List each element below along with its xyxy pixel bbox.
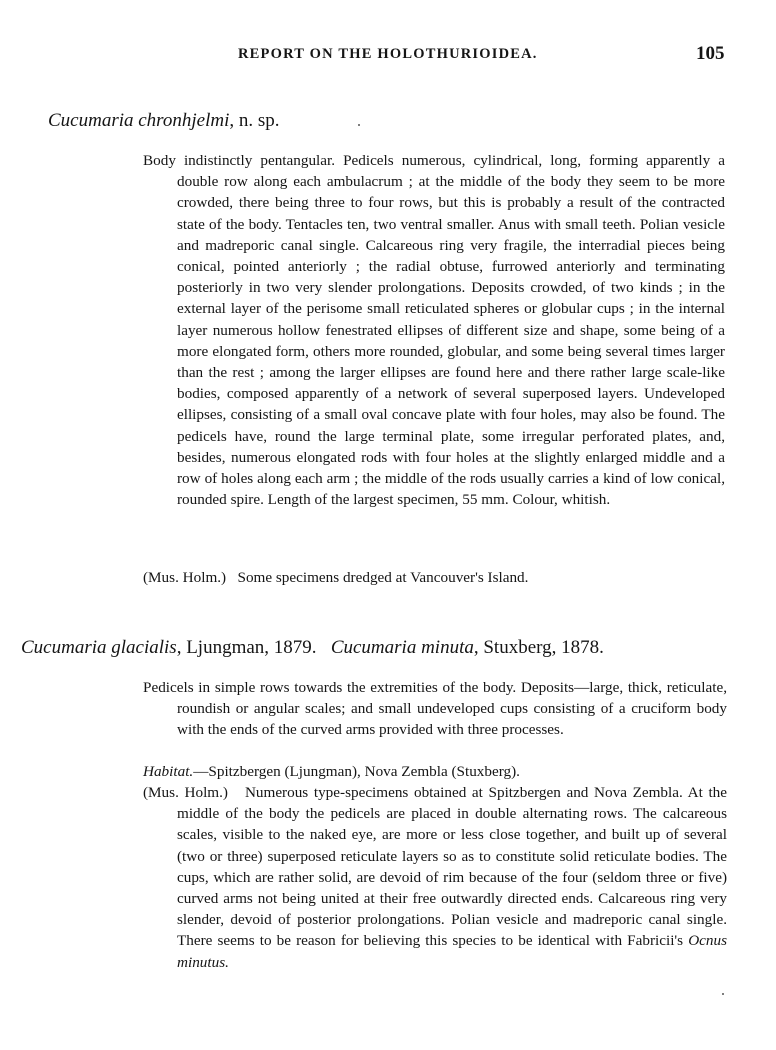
species-authority: , Ljungman, 1879. xyxy=(176,637,317,658)
species-heading-chronhjelmi xyxy=(48,110,280,132)
museum-note-glacialis xyxy=(143,782,727,973)
species-description-glacialis: Pedicels in simple rows towards the extremities of the body. Deposits—large, thick, reticulate, roundish or angular scales; and small undeveloped cups consisting of a cruciform body with the ends of the curved arms provided with three processes. xyxy=(143,679,727,739)
species-name: Cucumaria glacialis xyxy=(21,637,177,658)
museum-label: (Mus. Holm.) xyxy=(143,569,227,586)
running-title: REPORT ON THE HOLOTHURIOIDEA. xyxy=(238,46,538,62)
species-description-chronhjelmi: Body indistinctly pentangular. Pedicels numerous, cylindrical, long, forming apparently a double row along each ambulacrum ; at the middle of the body they seem to be more crowded, there being three to four rows, but this is probably a result of the contracted state of the body. Tentacles ten, two ventral smaller. Anus with small teeth. Polian vesicle and madreporic canal single. Calcareous ring very fragile, the interradial pieces being conical, pointed anteriorly ; the radial obtuse, furrowed anteriorly and terminating posteriorly in two very slender prolongations. Deposits crowded, of two kinds ; in the external layer of the perisome small reticulated spheres or globular cups ; in the internal layer numerous hollow fenestrated ellipses of different size and shape, some being of a more elongated form, others more rounded, globular, and some being several times larger than the rest ; among the larger ellipses are found here and there rather large scale-like bodies, composed apparently of a network of several superposed layers. Undeveloped ellipses, consisting of a small oval concave plate with four holes, may also be found. The pedicels have, round the large terminal plate, some irregular perforated plates, and, besides, numerous elongated rods with four holes at the slightly enlarged middle and a row of holes along each arm ; the middle of the rods usually carries a kind of low conical, rounded spire. Length of the largest specimen, 55 mm. Colour, whitish. xyxy=(143,152,725,509)
habitat-text: —Spitzbergen (Ljungman), Nova Zembla (Stuxberg). xyxy=(193,763,520,780)
museum-tail: Ocnus minutus. xyxy=(177,932,727,971)
habitat-note xyxy=(143,761,727,782)
scan-speck xyxy=(722,993,724,995)
page-number: 105 xyxy=(696,43,725,64)
species-suffix: , n. sp. xyxy=(229,110,280,131)
species-name: Cucumaria chronhjelmi xyxy=(48,110,230,131)
species-heading-glacialis xyxy=(21,637,604,659)
scan-speck xyxy=(358,124,360,126)
museum-text: Numerous type-specimens obtained at Spitzbergen and Nova Zembla. At the middle of the body the pedicels are placed in double alternating rows. The calcareous scales, visible to the naked eye, are more or less close together, and built up of several (two or three) superposed reticulate layers so as to constitute solid reticulate bodies. The cups, which are rather solid, are devoid of rim because of the four (seldom three or five) curved arms not being united at their free outwardly directed ends. Calcareous ring very slender, devoid of posterior prolongations. Polian vesicle and madreporic canal single. There seems to be reason for believing this species to be identical with Fabricii's xyxy=(177,784,727,950)
museum-label: (Mus. Holm.) xyxy=(143,784,228,801)
museum-text: Some specimens dredged at Vancouver's Island. xyxy=(237,569,529,586)
synonym-authority: , Stuxberg, 1878. xyxy=(473,637,604,658)
habitat-label: Habitat. xyxy=(143,763,194,780)
museum-note-chronhjelmi xyxy=(143,567,725,588)
synonym-name: Cucumaria minuta xyxy=(330,637,474,658)
page-header xyxy=(0,43,776,70)
